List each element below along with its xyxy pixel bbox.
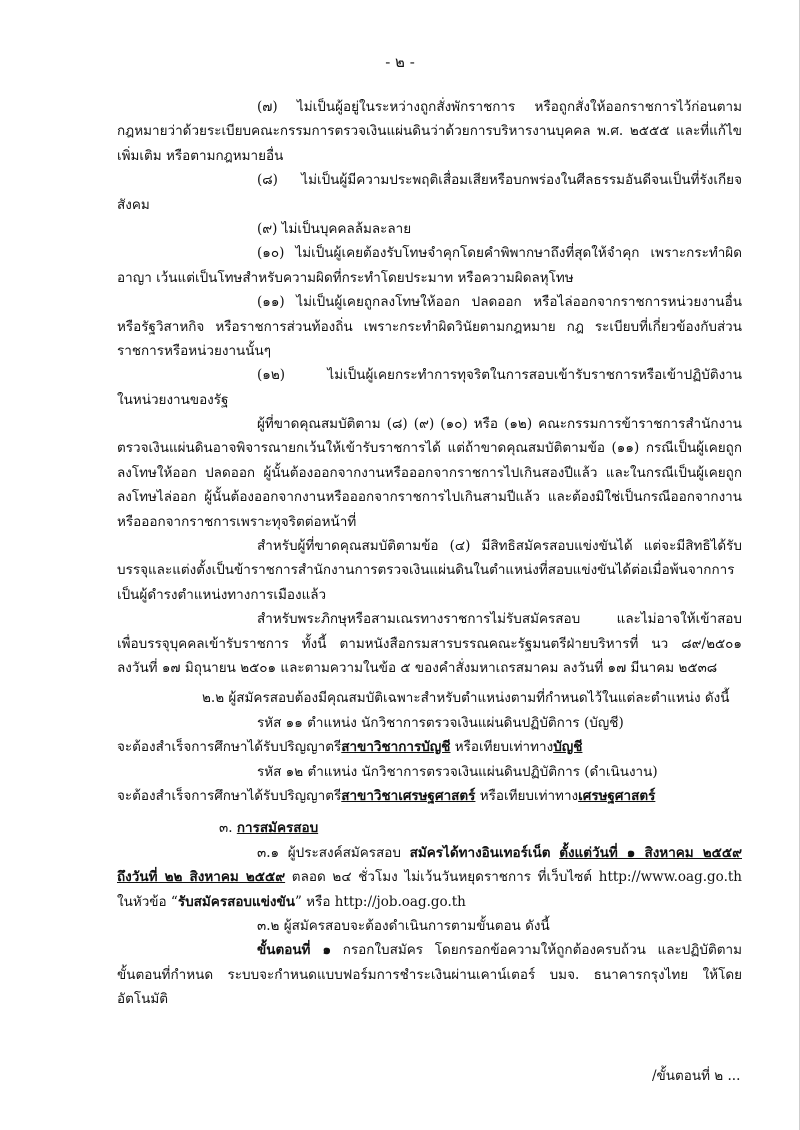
text-run: ๓.๑ ผู้ประสงค์สมัครสอบ xyxy=(257,844,410,861)
text-line xyxy=(117,510,742,534)
text-run: รหัส ๑๑ ตำแหน่ง นักวิชาการตรวจเงินแผ่นดินปฏิบัติการ (บัญชี) xyxy=(257,714,624,731)
text-line xyxy=(117,168,742,192)
text-line xyxy=(117,865,742,889)
text-run: (๗) ไม่เป็นผู้อยู่ในระหว่างถูกสั่งพักราชการ หรือถูกสั่งให้ออกราชการไว้ก่อนตาม xyxy=(257,99,742,115)
text-run: ขั้นตอนที่กำหนด ระบบจะกำหนดแบบฟอร์มการชำระเงินผ่านเคาน์เตอร์ บมจ. ธนาคารกรุงไทย ให้โดย xyxy=(117,966,742,983)
text-run: (๑๑) ไม่เป็นผู้เคยถูกลงโทษให้ออก ปลดออก หรือไล่ออกจากราชการหน่วยงานอื่น xyxy=(257,294,742,311)
text-line xyxy=(117,534,742,558)
text-line xyxy=(117,656,742,680)
text-line xyxy=(117,890,742,914)
emphasis-text: เศรษฐศาสตร์ xyxy=(578,787,656,804)
text-run: ลงวันที่ ๑๗ มิถุนายน ๒๕๐๑ และตามความในข้อ ๕ ของคำสั่งมหาเถรสมาคม ลงวันที่ ๑๗ มีนาคม ๒๕๓๘ xyxy=(117,659,718,676)
text-line xyxy=(117,95,742,119)
text-line xyxy=(117,144,742,168)
text-line xyxy=(117,938,742,962)
text-line xyxy=(117,436,742,460)
text-line xyxy=(117,987,742,1011)
emphasis-text: ถึงวันที่ ๒๒ สิงหาคม ๒๕๕๙ xyxy=(117,869,286,886)
text-run: รหัส ๑๒ ตำแหน่ง นักวิชาการตรวจเงินแผ่นดินปฏิบัติการ (ดำเนินงาน) xyxy=(257,763,658,780)
text-line xyxy=(117,339,742,363)
emphasis-text: สาขาวิชาการบัญชี xyxy=(341,739,451,756)
text-run: ตรวจเงินแผ่นดินอาจพิจารณายกเว้นให้เข้ารับราชการได้ แต่ถ้าขาดคุณสมบัติตามข้อ (๑๑) กรณีเป็นผู้เคยถูก xyxy=(117,440,742,457)
text-run: ๓.๒ ผู้สมัครสอบจะต้องดำเนินการตามขั้นตอน ดังนี้ xyxy=(257,917,550,934)
text-run: สำหรับผู้ที่ขาดคุณสมบัติตามข้อ (๔) มีสิทธิสมัครสอบแข่งขันได้ แต่จะมีสิทธิได้รับ xyxy=(257,538,742,555)
text-line xyxy=(117,711,742,735)
text-run: ๓. xyxy=(219,820,237,837)
emphasis-text: สมัครได้ทางอินเทอร์เน็ต xyxy=(409,844,551,861)
text-line xyxy=(117,241,742,265)
text-run: หรือเทียบเท่าทาง xyxy=(450,739,554,756)
text-line xyxy=(117,784,742,808)
text-run: ในหัวข้อ “ xyxy=(117,893,178,910)
text-run: ในหน่วยงานของรัฐ xyxy=(117,391,229,408)
text-line xyxy=(117,914,742,938)
text-line xyxy=(117,558,742,582)
text-run: ผู้ที่ขาดคุณสมบัติตาม (๘) (๙) (๑๐) หรือ (๑๒) คณะกรรมการข้าราชการสำนักงาน xyxy=(257,416,742,433)
text-run: เพื่อบรรจุบุคคลเข้ารับราชการ ทั้งนี้ ตามหนังสือกรมสารบรรณคณะรัฐมนตรีฝ่ายบริหารที่ นว ๘๙/๒๕๐๑ xyxy=(117,635,742,652)
text-run: ลงโทษไล่ออก ผู้นั้นต้องออกจากงานหรือออกจากราชการไปเกินสามปีแล้ว และต้องมิใช่เป็นกรณีออกจากงาน xyxy=(117,489,742,506)
text-run: กฎหมายว่าด้วยระเบียบคณะกรรมการตรวจเงินแผ่นดินว่าด้วยการบริหารงานบุคคล พ.ศ. ๒๕๕๕ และที่แก้ไข xyxy=(117,123,742,140)
emphasis-text: ตั้งแต่วันที่ ๑ สิงหาคม ๒๕๕๙ xyxy=(559,844,742,861)
text-run: บรรจุและแต่งตั้งเป็นข้าราชการสำนักงานการตรวจเงินแผ่นดินในตำแหน่งที่สอบแข่งขันได้ต่อเมื่อพ้นจากการ xyxy=(117,562,735,579)
emphasis-text: ขั้นตอนที่ ๑ xyxy=(257,942,332,959)
text-line xyxy=(117,388,742,412)
text-run: เป็นผู้ดำรงตำแหน่งทางการเมืองแล้ว xyxy=(117,586,327,603)
text-line xyxy=(117,266,742,290)
text-line xyxy=(117,963,742,987)
emphasis-text: บัญชี xyxy=(553,739,583,756)
text-run: สำหรับพระภิกษุหรือสามเณรทางราชการไม่รับสมัครสอบ และไม่อาจให้เข้าสอบ xyxy=(257,611,742,628)
text-run: จะต้องสำเร็จการศึกษาได้รับปริญญาตรี xyxy=(117,739,342,756)
text-run: (๙) ไม่เป็นบุคคลล้มละลาย xyxy=(257,220,412,237)
text-run: หรือรัฐวิสาหกิจ หรือราชการส่วนท้องถิ่น เพราะกระทำผิดวินัยตามกฎหมาย กฎ ระเบียบที่เกี่ยวข้องกับส่วน xyxy=(117,318,742,335)
text-line xyxy=(117,816,742,840)
text-line xyxy=(117,315,742,339)
text-run: สังคม xyxy=(117,196,150,213)
text-line xyxy=(117,607,742,631)
text-run: (๘) ไม่เป็นผู้มีความประพฤติเสื่อมเสียหรือบกพร่องในศีลธรรมอันดีจนเป็นที่รังเกียจ xyxy=(257,172,742,189)
emphasis-text: รับสมัครสอบแข่งขัน xyxy=(177,893,295,910)
text-run: กรอกใบสมัคร โดยกรอกข้อความให้ถูกต้องครบถ้วน และปฏิบัติตาม xyxy=(331,942,742,959)
text-run: (๑๐) ไม่เป็นผู้เคยต้องรับโทษจำคุกโดยคำพิพากษาถึงที่สุดให้จำคุก เพราะกระทำผิด xyxy=(257,245,742,262)
text-line xyxy=(117,119,742,143)
text-run: เพิ่มเติม หรือตามกฎหมายอื่น xyxy=(117,147,284,164)
text-line xyxy=(117,412,742,436)
text-run: ลงโทษให้ออก ปลดออก ผู้นั้นต้องออกจากงานหรือออกจากราชการไปเกินสองปีแล้ว และในกรณีเป็นผู้เคยถูก xyxy=(117,464,742,481)
text-line xyxy=(117,217,742,241)
text-run: ราชการหรือหน่วยงานนั้นๆ xyxy=(117,342,271,359)
continuation-note: /ขั้นตอนที่ ๒ ... xyxy=(652,1068,741,1084)
document-body xyxy=(117,95,742,1011)
emphasis-text: สาขาวิชาเศรษฐศาสตร์ xyxy=(341,787,476,804)
text-line xyxy=(117,735,742,759)
text-run: ตลอด ๒๔ ชั่วโมง ไม่เว้นวันหยุดราชการ ที่เว็บไซต์ http://www.oag.go.th xyxy=(285,869,742,886)
text-line xyxy=(117,193,742,217)
text-line xyxy=(117,632,742,656)
text-line xyxy=(117,290,742,314)
text-line xyxy=(117,461,742,485)
text-run: ” หรือ http://job.oag.go.th xyxy=(294,893,466,910)
text-run: (๑๒) ไม่เป็นผู้เคยกระทำการทุจริตในการสอบเข้ารับราชการหรือเข้าปฏิบัติงาน xyxy=(257,367,742,384)
emphasis-text: การสมัครสอบ xyxy=(236,820,319,837)
text-run: อาญา เว้นแต่เป็นโทษสำหรับความผิดที่กระทำโดยประมาท หรือความผิดลหุโทษ xyxy=(117,269,574,286)
text-line xyxy=(117,686,742,710)
text-run: ๒.๒ ผู้สมัครสอบต้องมีคุณสมบัติเฉพาะสำหรับตำแหน่งตามที่กำหนดไว้ในแต่ละตำแหน่ง ดังนี้ xyxy=(202,690,730,707)
text-run: จะต้องสำเร็จการศึกษาได้รับปริญญาตรี xyxy=(117,787,342,804)
text-run: หรือออกจากราชการเพราะทุจริตต่อหน้าที่ xyxy=(117,513,357,530)
text-run: หรือเทียบเท่าทาง xyxy=(475,787,579,804)
text-line xyxy=(117,363,742,387)
text-line xyxy=(117,760,742,784)
text-run xyxy=(551,845,560,861)
spacer xyxy=(117,808,742,816)
text-run: อัตโนมัติ xyxy=(117,991,169,1008)
page-number: - ๒ - xyxy=(385,53,415,71)
text-line xyxy=(117,841,742,865)
text-line xyxy=(117,583,742,607)
text-line xyxy=(117,485,742,509)
